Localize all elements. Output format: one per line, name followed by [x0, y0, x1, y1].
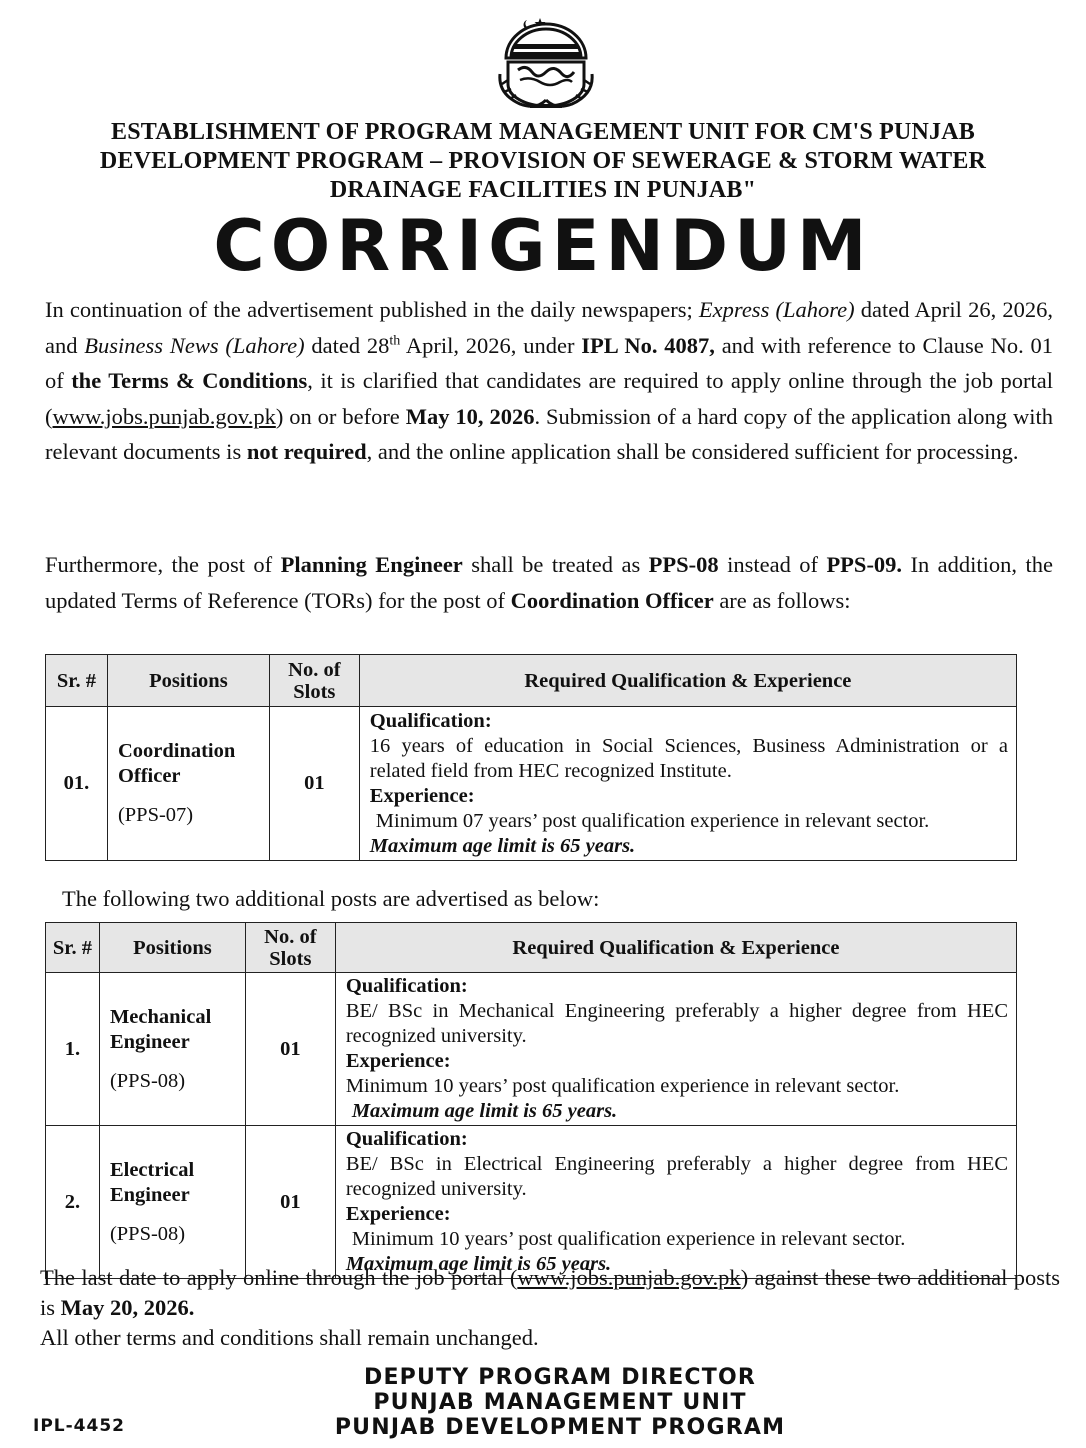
row-position: Mechanical Engineer	[109, 1005, 212, 1053]
continuation-paragraph: In continuation of the advertisement published in the daily newspapers; Express (Lahore) dated April 26, 2026, and Business News (Lahore) dated 28th April, 2026, under IPL No. 4087, and with reference to Clause No. 01 of the Terms & Conditions, it is clarified that candidates are required to apply online through the job portal (www.jobs.punjab.gov.pk) on or before May 10, 2026. Submission of a hard copy of the application along with relevant documents is not required, and the online application shall be considered sufficient for processing.	[45, 297, 1054, 464]
experience-label: Experience:	[345, 1203, 451, 1225]
heading-line-2: DEVELOPMENT PROGRAM – PROVISION OF SEWERAGE & STORM WATER	[99, 148, 987, 174]
experience-text: Minimum 10 years’ post qualification experience in relevant sector.	[345, 1075, 900, 1097]
header-positions: Positions	[99, 923, 245, 973]
heading-line-3: DRAINAGE FACILITIES IN PUNJAB"	[329, 177, 757, 203]
experience-label: Experience:	[345, 1050, 451, 1072]
row-sr: 01.	[46, 707, 108, 861]
deadline-date: May 10, 2026	[405, 403, 535, 429]
table-header-row	[46, 655, 1017, 707]
row-grade: (PPS-08)	[109, 1222, 186, 1245]
job-portal-link[interactable]: www.jobs.punjab.gov.pk	[52, 403, 276, 429]
signature-line-1: DEPUTY PROGRAM DIRECTOR	[363, 1365, 757, 1390]
qualification-label: Qualification:	[369, 709, 492, 732]
ipl-reference: IPL No. 4087,	[581, 332, 715, 358]
age-limit: Maximum age limit is 65 years.	[345, 1253, 612, 1275]
job-portal-link[interactable]: www.jobs.punjab.gov.pk	[517, 1265, 741, 1290]
qualification-label: Qualification:	[345, 1128, 468, 1150]
age-limit: Maximum age limit is 65 years.	[351, 1100, 618, 1122]
row-grade: (PPS-07)	[117, 804, 194, 826]
additional-posts-paragraph: The following two additional posts are advertised as below:	[62, 886, 600, 911]
terms-reference: the Terms & Conditions	[71, 368, 308, 393]
government-of-punjab-emblem-icon	[494, 14, 598, 110]
heading-line-1: ESTABLISHMENT OF PROGRAM MANAGEMENT UNIT FOR CM'S PUNJAB	[111, 119, 975, 145]
row-slots: 01	[245, 973, 335, 1126]
signature-block	[260, 1365, 860, 1440]
qualification-label: Qualification:	[345, 975, 468, 997]
experience-text: Minimum 10 years’ post qualification experience in relevant sector.	[351, 1228, 906, 1250]
table-row	[46, 973, 1017, 1126]
row-grade: (PPS-08)	[109, 1069, 186, 1092]
experience-text: Minimum 07 years’ post qualification experience in relevant sector.	[375, 809, 930, 832]
last-date-paragraph: The last date to apply online through the job portal (www.jobs.punjab.gov.pk) against these two additional posts is May 20, 2026.	[40, 1265, 1060, 1320]
table-header-row	[46, 923, 1017, 973]
qualification-text: 16 years of education in Social Sciences, Business Administration or a related field from HEC recognized Institute.	[369, 734, 1008, 782]
table-row	[46, 1126, 1017, 1279]
experience-label: Experience:	[369, 784, 475, 807]
furthermore-paragraph: Furthermore, the post of Planning Engineer shall be treated as PPS-08 instead of PPS-09. In addition, the updated Terms of Reference (TORs) for the post of Coordination Officer are as follows:	[45, 552, 1053, 613]
not-required-text: not required	[246, 439, 367, 464]
tor-table	[45, 654, 1017, 861]
unchanged-terms-paragraph: All other terms and conditions shall remain unchanged.	[40, 1325, 539, 1350]
row-slots: 01	[245, 1126, 335, 1279]
header-requirements: Required Qualification & Experience	[359, 655, 1016, 707]
row-position: Coordination Officer	[117, 740, 236, 787]
header-sr: Sr. #	[46, 923, 100, 973]
row-position: Electrical Engineer	[109, 1158, 195, 1206]
signature-line-3: PUNJAB DEVELOPMENT PROGRAM	[334, 1415, 786, 1440]
planning-engineer-text: Planning Engineer	[280, 552, 463, 577]
table-row	[46, 707, 1017, 861]
qualification-text: BE/ BSc in Mechanical Engineering preferably a higher degree from HEC recognized university.	[345, 1000, 1008, 1047]
notice-heading	[30, 118, 1056, 205]
coordination-officer-text: Coordination Officer	[510, 587, 714, 613]
row-sr: 1.	[46, 973, 100, 1126]
last-date: May 20, 2026.	[60, 1295, 195, 1320]
newspaper-express: Express (Lahore)	[698, 297, 855, 322]
header-sr: Sr. #	[46, 655, 108, 707]
qualification-text: BE/ BSc in Electrical Engineering preferably a higher degree from HEC recognized university.	[345, 1153, 1008, 1200]
header-requirements: Required Qualification & Experience	[335, 923, 1016, 973]
header-slots: No. of Slots	[245, 923, 335, 973]
age-limit: Maximum age limit is 65 years.	[369, 834, 636, 857]
header-slots: No. of Slots	[269, 655, 359, 707]
signature-line-2: PUNJAB MANAGEMENT UNIT	[373, 1390, 747, 1415]
newspaper-business-news: Business News (Lahore)	[84, 332, 305, 358]
corrigendum-title: CORRIGENDUM	[213, 205, 873, 287]
additional-posts-table	[45, 922, 1017, 1279]
row-sr: 2.	[46, 1126, 100, 1279]
ipl-code: IPL-4452	[33, 1416, 125, 1436]
row-slots: 01	[269, 707, 359, 861]
header-positions: Positions	[107, 655, 269, 707]
